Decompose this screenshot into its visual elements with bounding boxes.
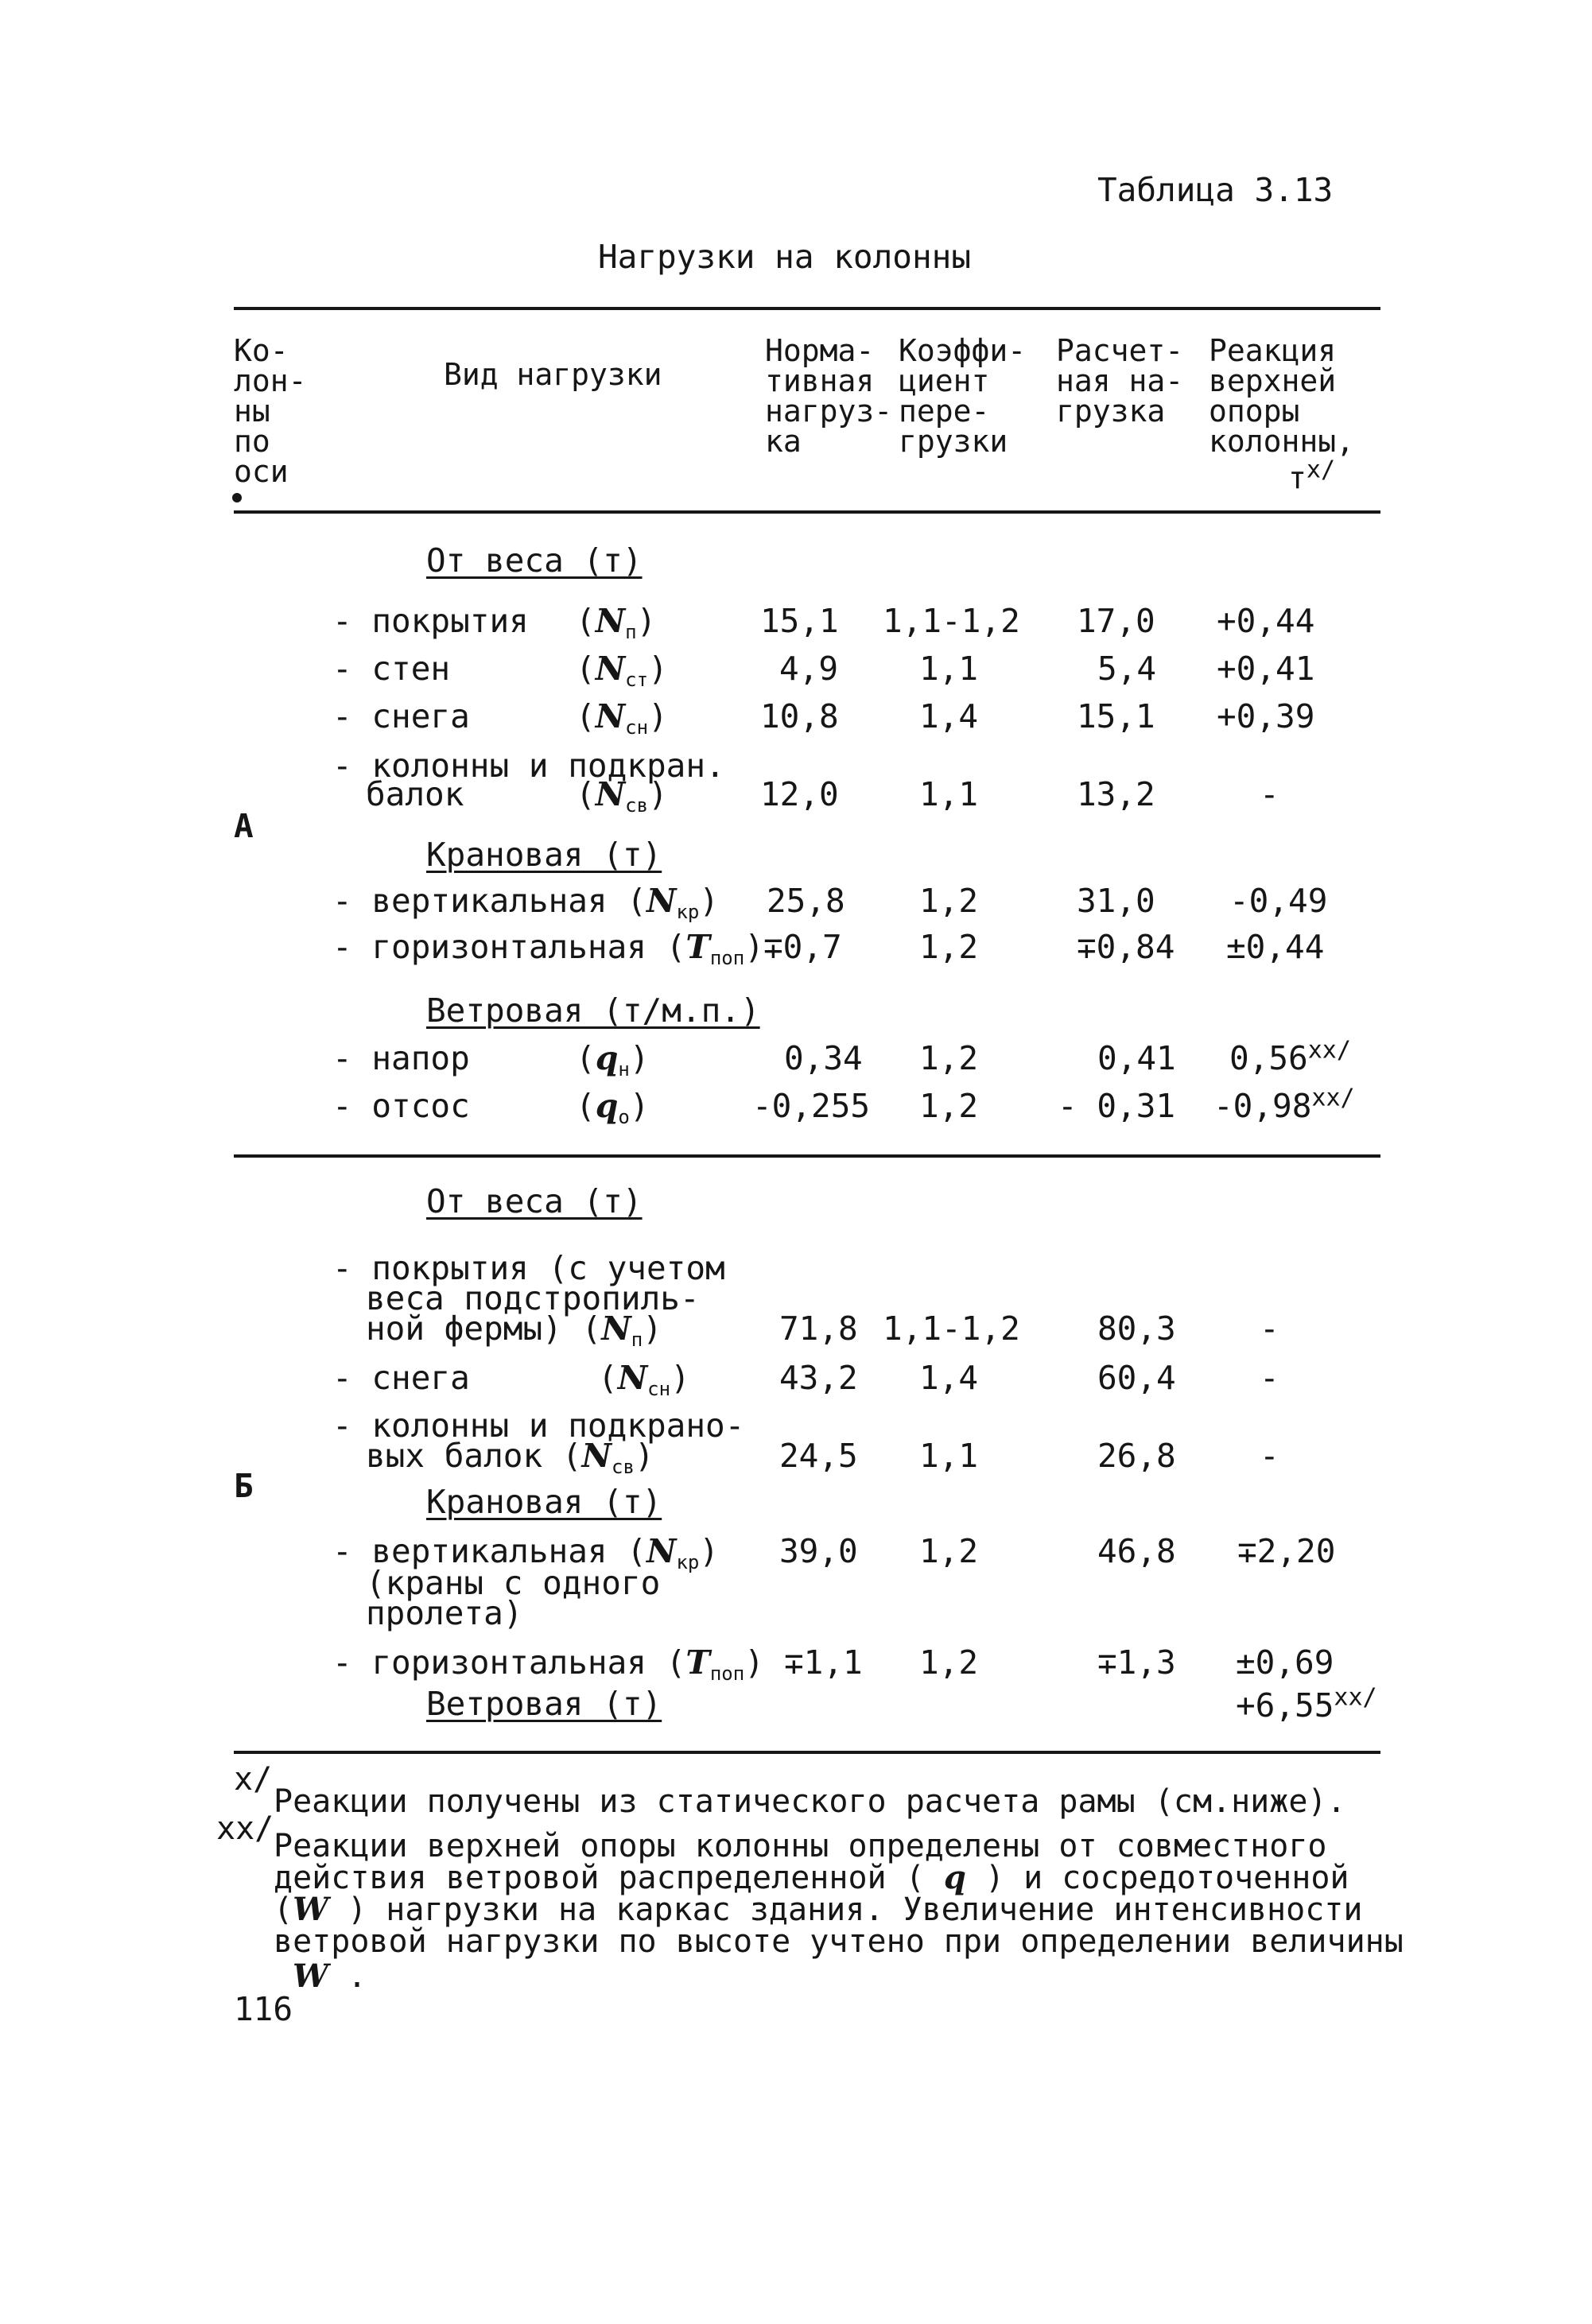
a-snow-name: - снега [332, 697, 470, 735]
a-columns-norm: 12,0 [760, 775, 839, 813]
group-a-wind: Ветровая (т/м.п.) [426, 991, 760, 1030]
a-wind-pressure-coef: 1,2 [919, 1039, 979, 1077]
a-roof-react: +0,44 [1217, 602, 1315, 640]
a-crane-vert-react: -0,49 [1229, 882, 1328, 920]
footnote-2-line4: ветровой нагрузки по высоте учтено при определении величины [274, 1923, 1404, 1960]
group-b-wind: Ветровая (т) [426, 1685, 662, 1723]
b-roof-name-line2: веса подстропиль- [366, 1279, 700, 1317]
b-crane-vert-calc: 46,8 [1097, 1532, 1176, 1570]
a-crane-vert-calc: 31,0 [1077, 882, 1155, 920]
footnote-2-line2: действия ветровой распределенной ( q ) и сосредоточенной [274, 1859, 1349, 1896]
a-snow-calc: 15,1 [1077, 697, 1155, 735]
header-dot [232, 493, 242, 502]
a-columns-coef: 1,1 [919, 775, 979, 813]
a-walls-coef: 1,1 [919, 650, 979, 688]
a-walls-symbol: $(N_{ст})$ [576, 650, 668, 691]
footnote-1-mark: x/ [234, 1761, 273, 1798]
a-snow-norm: 10,8 [760, 697, 839, 735]
a-walls-react: +0,41 [1217, 650, 1315, 688]
b-crane-horiz-calc: ∓1,3 [1097, 1643, 1176, 1682]
header-load-type: Вид нагрузки [444, 357, 662, 392]
header-axis: Ко- лон- ны по оси [234, 333, 307, 489]
a-crane-horiz-react: ±0,44 [1226, 928, 1325, 966]
a-columns-calc: 13,2 [1077, 775, 1155, 813]
table-top-rule [234, 307, 1380, 310]
a-roof-symbol: $(N_п)$ [576, 602, 657, 643]
b-wind-react: $+6,55^{xx/}$ [1236, 1683, 1377, 1725]
a-wind-pressure-calc: 0,41 [1097, 1039, 1176, 1077]
a-wind-pressure-react: $0,56^{xx/}$ [1229, 1036, 1351, 1077]
b-roof-norm: 71,8 [779, 1309, 858, 1348]
b-crane-vert-note1: (краны с одного [366, 1564, 661, 1602]
a-columns-name-line1: - колонны и подкран. [332, 747, 725, 785]
header-coefficient: Коэффи- циент пере- грузки [899, 333, 1027, 459]
b-crane-vert-name: - вертикальная $(N_{кр})$ [332, 1532, 720, 1573]
b-columns-name-line2: вых балок $(N_{cв})$ [366, 1437, 654, 1478]
a-wind-suction-symbol: $(q_o)$ [576, 1087, 650, 1128]
b-crane-vert-note2: пролета) [366, 1594, 523, 1632]
a-wind-suction-react: $-0,98^{xx/}$ [1213, 1084, 1355, 1125]
table-bottom-rule [234, 1751, 1380, 1754]
b-columns-name-line1: - колонны и подкрано- [332, 1406, 745, 1445]
b-crane-vert-react: ∓2,20 [1237, 1532, 1336, 1570]
header-bottom-rule [234, 510, 1380, 514]
a-crane-horiz-name: - горизонтальная $(T_{поп})$ [332, 928, 764, 969]
footnote-2-mark: xx/ [216, 1810, 274, 1847]
section-divider-rule [234, 1154, 1380, 1158]
group-b-weight: От веса (т) [426, 1182, 643, 1220]
b-snow-calc: 60,4 [1097, 1359, 1176, 1397]
a-crane-horiz-coef: 1,2 [919, 928, 979, 966]
axis-a-label: А [234, 807, 254, 845]
b-snow-react: - [1260, 1359, 1279, 1397]
b-roof-calc: 80,3 [1097, 1309, 1176, 1348]
axis-b-label: Б [234, 1467, 254, 1505]
a-crane-vert-coef: 1,2 [919, 882, 979, 920]
header-reaction: Реакция верхней опоры колонны, [1209, 333, 1355, 459]
a-wind-suction-name: - отсос [332, 1087, 470, 1125]
a-snow-coef: 1,4 [919, 697, 979, 735]
b-roof-name-line3: ной фермы) $(N_п)$ [366, 1309, 662, 1351]
a-columns-symbol: $(N_{cв})$ [576, 775, 668, 817]
a-roof-name: - покрытия [332, 602, 529, 640]
b-roof-name-line1: - покрытия (с учетом [332, 1249, 725, 1287]
b-columns-react: - [1260, 1437, 1279, 1475]
table-title: Нагрузки на колонны [598, 238, 971, 276]
a-wind-suction-calc: - 0,31 [1058, 1087, 1176, 1125]
b-crane-vert-coef: 1,2 [919, 1532, 979, 1570]
a-crane-horiz-norm: ∓0,7 [763, 928, 842, 966]
b-columns-norm: 24,5 [779, 1437, 858, 1475]
group-a-crane: Крановая (т) [426, 836, 662, 874]
b-crane-vert-norm: 39,0 [779, 1532, 858, 1570]
a-snow-react: +0,39 [1217, 697, 1315, 735]
a-wind-pressure-symbol: $(q_н)$ [576, 1039, 650, 1081]
a-crane-horiz-calc: ∓0,84 [1077, 928, 1175, 966]
table-number: Таблица 3.13 [1097, 171, 1334, 209]
a-crane-vert-norm: 25,8 [767, 882, 845, 920]
footnote-2-line3: (W ) нагрузки на каркас здания. Увеличение интенсивности [274, 1891, 1363, 1928]
a-roof-coef: 1,1-1,2 [883, 602, 1020, 640]
footnote-2-line5: W . [293, 1957, 367, 1995]
b-snow-norm: 43,2 [779, 1359, 858, 1397]
b-columns-calc: 26,8 [1097, 1437, 1176, 1475]
a-wind-pressure-name: - напор [332, 1039, 470, 1077]
a-walls-name: - стен [332, 650, 451, 688]
a-snow-symbol: $(N_{сн})$ [576, 697, 668, 739]
b-roof-react: - [1260, 1309, 1279, 1348]
a-walls-norm: 4,9 [779, 650, 839, 688]
group-b-crane: Крановая (т) [426, 1483, 662, 1521]
b-roof-coef: 1,1-1,2 [883, 1309, 1020, 1348]
b-crane-horiz-coef: 1,2 [919, 1643, 979, 1682]
footnote-2-line1: Реакции верхней опоры колонны определены от совместного [274, 1828, 1327, 1864]
a-wind-suction-coef: 1,2 [919, 1087, 979, 1125]
b-snow-symbol: $(N_{сн})$ [598, 1359, 690, 1400]
a-roof-calc: 17,0 [1077, 602, 1155, 640]
a-wind-suction-norm: -0,255 [752, 1087, 871, 1125]
a-roof-norm: 15,1 [760, 602, 839, 640]
a-walls-calc: 5,4 [1097, 650, 1157, 688]
header-design-load: Расчет- ная на- грузка [1056, 333, 1184, 429]
b-columns-coef: 1,1 [919, 1437, 979, 1475]
b-crane-horiz-name: - горизонтальная $(T_{поп})$ [332, 1643, 764, 1685]
a-columns-react: - [1260, 775, 1279, 813]
b-snow-name: - снега [332, 1359, 470, 1397]
b-crane-horiz-react: ±0,69 [1236, 1643, 1334, 1682]
footnote-1-text: Реакции получены из статического расчета рамы (см.ниже). [274, 1783, 1346, 1820]
a-wind-pressure-norm: 0,34 [784, 1039, 863, 1077]
a-crane-vert-name: - вертикальная $(N_{кр})$ [332, 882, 720, 923]
page-number: 116 [234, 1990, 293, 2028]
header-normative: Норма- тивная нагруз- ка [765, 333, 893, 459]
b-snow-coef: 1,4 [919, 1359, 979, 1397]
group-a-weight: От веса (т) [426, 541, 643, 580]
a-columns-name-line2: балок [366, 775, 464, 813]
b-crane-horiz-norm: ∓1,1 [784, 1643, 863, 1682]
header-reaction-unit: $т^{x/}$ [1288, 456, 1336, 495]
